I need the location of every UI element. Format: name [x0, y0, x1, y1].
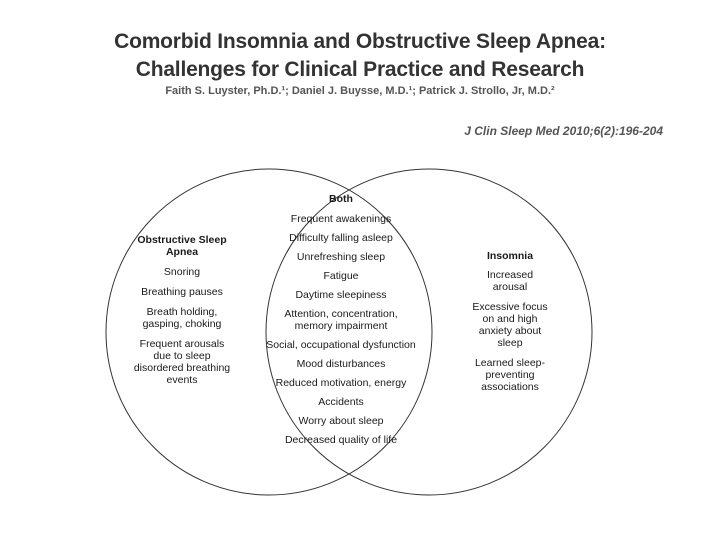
title-line-2: Challenges for Clinical Practice and Research [135, 58, 585, 81]
both-item: Accidents [318, 396, 364, 408]
both-item: Unrefreshing sleep [296, 251, 386, 263]
insomnia-item: Learned sleep-preventing associations [474, 357, 546, 393]
osa-item: Breath holding, gasping, choking [142, 306, 222, 330]
citation: J Clin Sleep Med 2010;6(2):196-204 [464, 124, 663, 138]
insomnia-heading: Insomnia [486, 250, 534, 262]
title-line-1: Comorbid Insomnia and Obstructive Sleep Apnea: [114, 30, 606, 53]
osa-item: Frequent arousals due to sleep disordered breathing events [133, 338, 231, 386]
venn-region-insomnia [470, 250, 550, 401]
osa-item: Breathing pauses [141, 286, 223, 298]
both-item: Mood disturbances [296, 358, 386, 370]
both-item: Worry about sleep [298, 415, 384, 427]
authors: Faith S. Luyster, Ph.D.¹; Daniel J. Buysse, M.D.¹; Patrick J. Strollo, Jr, M.D.² [165, 85, 555, 97]
both-item: Daytime sleepiness [295, 289, 387, 301]
both-item: Difficulty falling asleep [289, 232, 393, 244]
both-item: Social, occupational dysfunction [266, 339, 416, 351]
insomnia-item: Increased arousal [486, 269, 534, 293]
osa-item: Snoring [163, 266, 201, 278]
both-heading: Both [329, 193, 353, 205]
insomnia-item: Excessive focus on and high anxiety about sleep [472, 301, 548, 349]
both-item: Decreased quality of life [284, 434, 398, 446]
both-item: Fatigue [323, 270, 359, 282]
both-item: Attention, concentration, memory impairment [284, 308, 398, 332]
venn-region-osa [132, 234, 232, 386]
both-item: Reduced motivation, energy [275, 377, 407, 389]
osa-heading: Obstructive Sleep Apnea [137, 234, 227, 258]
both-item: Frequent awakenings [290, 213, 392, 225]
venn-region-both [266, 193, 416, 453]
